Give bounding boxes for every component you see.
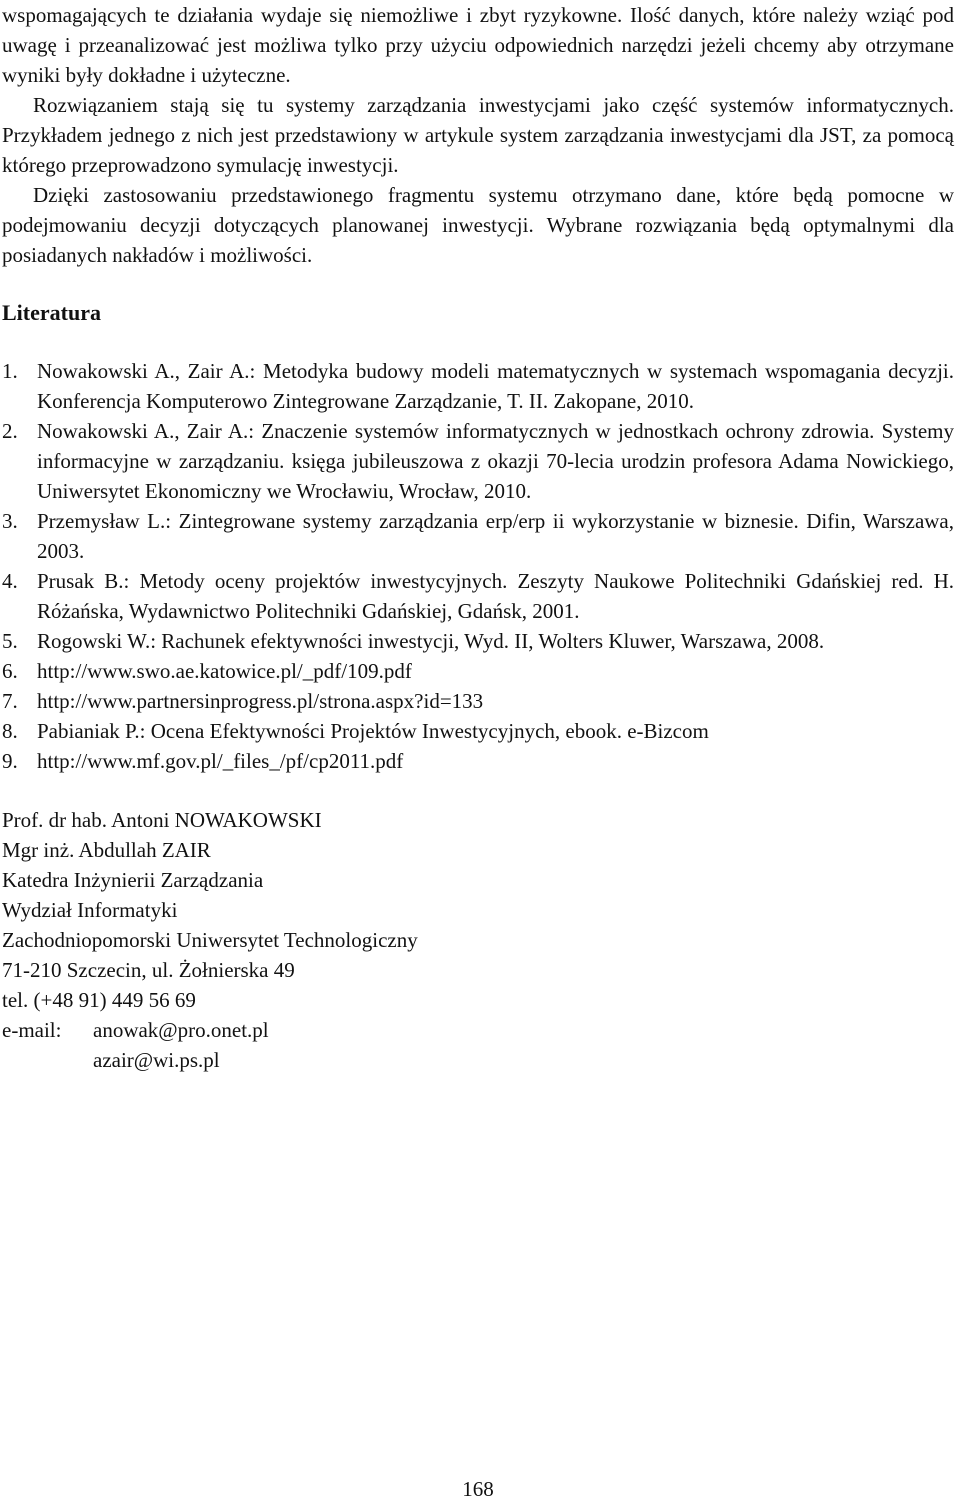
reference-text: Nowakowski A., Zair A.: Znaczenie systemów informatycznych w jednostkach ochrony zdrowia. Systemy informacyjne w zarządzaniu. księga jubileuszowa z okazji 70-lecia urodzin profesora Adama Nowickiego, Uniwersytet Ekonomiczny we Wrocławiu, Wrocław, 2010. [37, 419, 954, 503]
reference-link: http://www.partnersinprogress.pl/strona.aspx?id=133 [37, 689, 484, 713]
reference-item [2, 716, 954, 746]
body-paragraph: wspomagających te działania wydaje się niemożliwe i zbyt ryzykowne. Ilość danych, które należy wziąć pod uwagę i przeanalizować jest możliwa tylko przy użyciu odpowiednich narzędzi jeżeli chcemy aby otrzymane wyniki były dokładne i użyteczne. [2, 3, 954, 87]
email-list [93, 1015, 269, 1075]
reference-number: 7. [2, 689, 18, 713]
document-page [2, 0, 954, 1075]
reference-link: http://www.mf.gov.pl/_files_/pf/cp2011.pdf [37, 749, 404, 773]
author-line: tel. (+48 91) 449 56 69 [2, 988, 196, 1012]
reference-item [2, 626, 954, 656]
body-paragraph: Rozwiązaniem stają się tu systemy zarządzania inwestycjami jako część systemów informatycznych. Przykładem jednego z nich jest przedstawiony w artykule system zarządzania inwestycjami dla JST, za pomocą którego przeprowadzono symulację inwestycji. [2, 93, 954, 177]
reference-text: Rogowski W.: Rachunek efektywności inwestycji, Wyd. II, Wolters Kluwer, Warszawa, 2008. [37, 629, 825, 653]
reference-number: 1. [2, 359, 18, 383]
reference-number: 2. [2, 419, 18, 443]
reference-item [2, 506, 954, 566]
reference-number: 5. [2, 629, 18, 653]
references-list [2, 356, 954, 776]
email-label: e-mail: [2, 1018, 62, 1042]
reference-item [2, 656, 954, 686]
reference-text: Pabianiak P.: Ocena Efektywności Projektów Inwestycyjnych, ebook. e-Bizcom [37, 719, 709, 743]
reference-number: 3. [2, 509, 18, 533]
email-row [2, 1015, 954, 1075]
body-paragraph: Dzięki zastosowaniu przedstawionego fragmentu systemu otrzymano dane, które będą pomocne w podejmowaniu decyzji dotyczących planowanej inwestycji. Wybrane rozwiązania będą optymalnymi dla posiadanych nakładów i możliwości. [2, 183, 954, 267]
author-line: Wydział Informatyki [2, 898, 178, 922]
author-line: Prof. dr hab. Antoni NOWAKOWSKI [2, 808, 322, 832]
author-line: 71-210 Szczecin, ul. Żołnierska 49 [2, 958, 295, 982]
email-address: anowak@pro.onet.pl [93, 1018, 269, 1042]
reference-number: 6. [2, 659, 18, 683]
page-number: 168 [462, 1477, 494, 1501]
reference-item [2, 686, 954, 716]
reference-number: 8. [2, 719, 18, 743]
reference-item [2, 356, 954, 416]
author-line: Katedra Inżynierii Zarządzania [2, 868, 264, 892]
reference-text: Nowakowski A., Zair A.: Metodyka budowy modeli matematycznych w systemach wspomagania decyzji. Konferencja Komputerowo Zintegrowane Zarządzanie, T. II. Zakopane, 2010. [37, 359, 954, 413]
reference-item [2, 746, 954, 776]
author-line: Mgr inż. Abdullah ZAIR [2, 838, 211, 862]
references-heading: Literatura [2, 300, 101, 325]
email-address: azair@wi.ps.pl [93, 1048, 220, 1072]
reference-number: 4. [2, 569, 18, 593]
author-affiliation [2, 805, 954, 1075]
reference-text: Prusak B.: Metody oceny projektów inwestycyjnych. Zeszyty Naukowe Politechniki Gdańskiej red. H. Różańska, Wydawnictwo Politechniki Gdańskiej, Gdańsk, 2001. [37, 569, 954, 623]
reference-item [2, 566, 954, 626]
reference-link: http://www.swo.ae.katowice.pl/_pdf/109.pdf [37, 659, 412, 683]
author-line: Zachodniopomorski Uniwersytet Technologiczny [2, 928, 418, 952]
reference-text: Przemysław L.: Zintegrowane systemy zarządzania erp/erp ii wykorzystanie w biznesie. Difin, Warszawa, 2003. [37, 509, 954, 563]
reference-number: 9. [2, 749, 18, 773]
reference-item [2, 416, 954, 506]
